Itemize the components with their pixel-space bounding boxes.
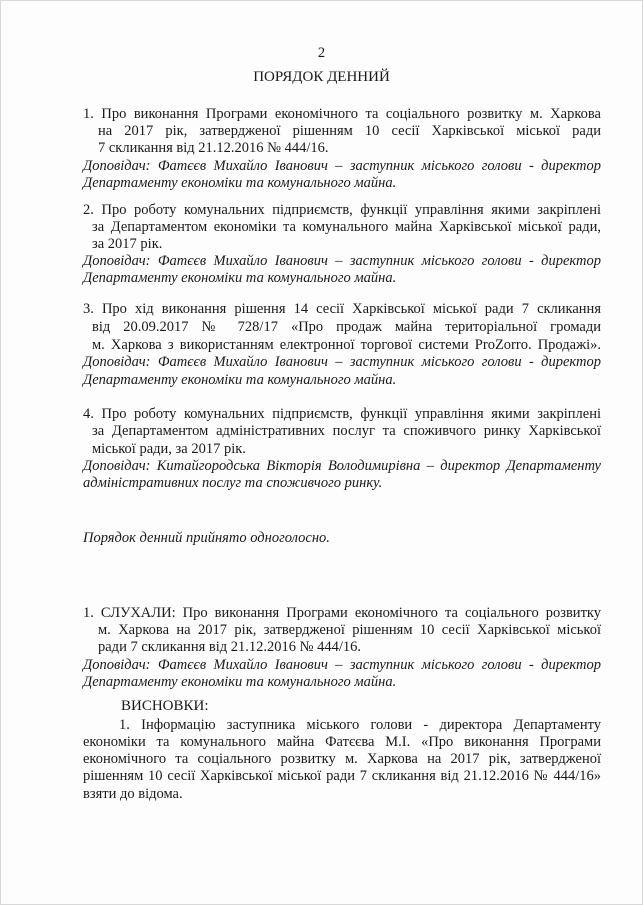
agenda-item-2-line-3: за 2017 рік. — [92, 236, 163, 252]
agenda-approved-note: Порядок денний прийнято одноголосно. — [83, 530, 330, 546]
agenda-item-4-line-3: міської ради, за 2017 рік. — [92, 441, 246, 457]
conclusion-line-4: рішенням 10 сесії Харківської міської ради 7 скликання від 21.12.2016 № 444/16» — [83, 768, 601, 784]
agenda-title: ПОРЯДОК ДЕННИЙ — [253, 69, 390, 85]
agenda-item-3-speaker-line-1: Доповідач: Фатєєв Михайло Іванович – заступник міського голови - директор — [83, 354, 601, 370]
agenda-item-3-line-2: від 20.09.2017 № 728/17 «Про продаж майна територіальної громади — [92, 319, 601, 335]
agenda-item-4-line-1: 4. Про роботу комунальних підприємств, функції управління якими закріплені — [83, 406, 601, 422]
conclusion-line-2: економіки та комунального майна Фатєєва М.І. «Про виконання Програми — [83, 734, 601, 750]
agenda-item-1-line-1: 1. Про виконання Програми економічного та соціального розвитку м. Харкова — [83, 106, 601, 122]
page-number: 2 — [317, 45, 326, 61]
agenda-item-3-line-1: 3. Про хід виконання рішення 14 сесії Харківської міської ради 7 скликання — [83, 301, 601, 317]
agenda-item-1-speaker-line-1: Доповідач: Фатєєв Михайло Іванович – заступник міського голови - директор — [83, 158, 601, 174]
agenda-item-1-speaker-line-2: Департаменту економіки та комунального майна. — [83, 175, 397, 191]
conclusion-line-3: економічного та соціального розвитку м. Харкова на 2017 рік, затвердженої — [83, 751, 601, 767]
agenda-item-4-speaker-line-1: Доповідач: Китайгородська Вікторія Володимирівна – директор Департаменту — [83, 458, 601, 474]
agenda-item-2-line-2: за Департаментом економіки та комунального майна Харківської міської ради, — [92, 219, 601, 235]
agenda-item-1-line-3: 7 скликання від 21.12.2016 № 444/16. — [98, 140, 329, 156]
agenda-item-3-line-3: м. Харкова з використанням електронної торгової системи ProZorro. Продажі». — [92, 337, 601, 353]
heard-speaker-line-2: Департаменту економіки та комунального майна. — [83, 674, 397, 690]
agenda-item-4-speaker-line-2: адміністративних послуг та споживчого ринку. — [83, 475, 383, 491]
agenda-item-4-line-2: за Департаментом адміністративних послуг та споживчого ринку Харківської — [92, 423, 601, 439]
agenda-item-2-line-1: 2. Про роботу комунальних підприємств, функції управління якими закріплені — [83, 202, 601, 218]
agenda-item-2-speaker-line-1: Доповідач: Фатєєв Михайло Іванович – заступник міського голови - директор — [83, 253, 601, 269]
heard-line-1: 1. СЛУХАЛИ: Про виконання Програми економічного та соціального розвитку — [83, 605, 601, 621]
agenda-item-1-line-2: на 2017 рік, затвердженої рішенням 10 сесії Харківської міської ради — [98, 123, 601, 139]
heard-speaker-line-1: Доповідач: Фатєєв Михайло Іванович – заступник міського голови - директор — [83, 657, 601, 673]
conclusion-line-1: 1. Інформацію заступника міського голови - директора Департаменту — [119, 717, 601, 733]
heard-line-3: ради 7 скликання від 21.12.2016 № 444/16. — [98, 639, 361, 655]
agenda-item-3-speaker-line-2: Департаменту економіки та комунального майна. — [83, 372, 397, 388]
conclusion-line-5: взяти до відома. — [83, 786, 183, 802]
conclusions-title: ВИСНОВКИ: — [121, 698, 209, 714]
agenda-item-2-speaker-line-2: Департаменту економіки та комунального майна. — [83, 270, 397, 286]
heard-line-2: м. Харкова на 2017 рік, затвердженої рішенням 10 сесії Харківської міської — [98, 622, 601, 638]
